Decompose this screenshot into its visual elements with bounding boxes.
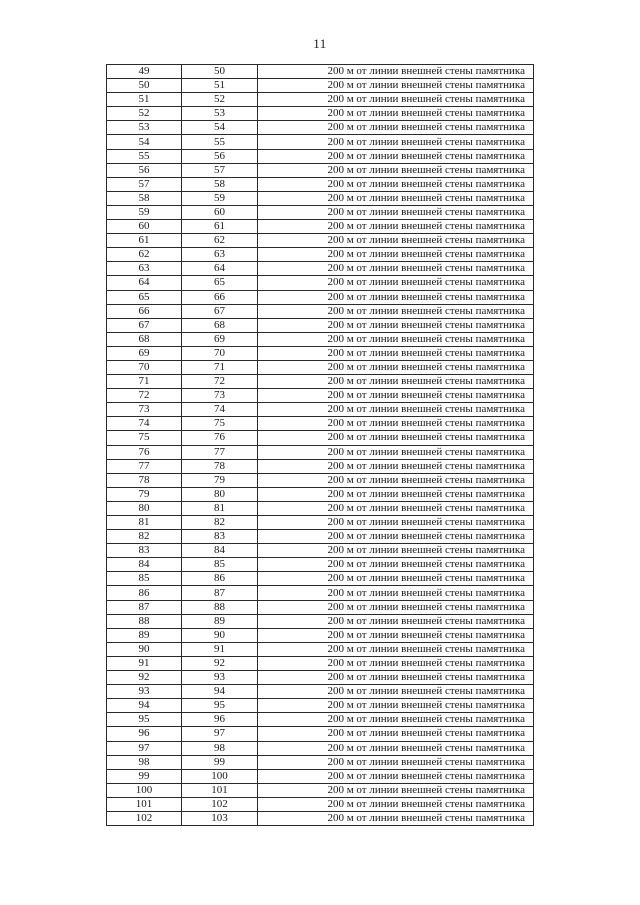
distance-description-cell: 200 м от линии внешней стены памятника [258,685,534,699]
distance-description-cell: 200 м от линии внешней стены памятника [258,544,534,558]
point-to-cell: 65 [182,276,258,290]
distance-description-cell: 200 м от линии внешней стены памятника [258,65,534,79]
table-row [107,220,534,234]
table-row [107,699,534,713]
distance-description-cell: 200 м от линии внешней стены памятника [258,727,534,741]
point-from-cell: 74 [107,417,182,431]
point-to-cell: 88 [182,600,258,614]
point-to-cell: 54 [182,121,258,135]
point-from-cell: 80 [107,501,182,515]
point-from-cell: 85 [107,572,182,586]
distance-description-cell: 200 м от линии внешней стены памятника [258,755,534,769]
distance-description-cell: 200 м от линии внешней стены памятника [258,318,534,332]
distance-description-cell: 200 м от линии внешней стены памятника [258,79,534,93]
point-to-cell: 62 [182,234,258,248]
point-to-cell: 100 [182,769,258,783]
point-to-cell: 84 [182,544,258,558]
point-from-cell: 49 [107,65,182,79]
point-from-cell: 88 [107,614,182,628]
point-to-cell: 55 [182,135,258,149]
point-from-cell: 99 [107,769,182,783]
table-row [107,79,534,93]
point-from-cell: 83 [107,544,182,558]
distance-description-cell: 200 м от линии внешней стены памятника [258,220,534,234]
distance-description-cell: 200 м от линии внешней стены памятника [258,600,534,614]
point-to-cell: 95 [182,699,258,713]
distance-description-cell: 200 м от линии внешней стены памятника [258,783,534,797]
point-from-cell: 100 [107,783,182,797]
table-row [107,234,534,248]
table-row [107,177,534,191]
distance-description-cell: 200 м от линии внешней стены памятника [258,473,534,487]
table-row [107,107,534,121]
table-row [107,501,534,515]
table-row [107,93,534,107]
distance-description-cell: 200 м от линии внешней стены памятника [258,797,534,811]
point-to-cell: 58 [182,177,258,191]
table-row [107,685,534,699]
point-to-cell: 98 [182,741,258,755]
point-from-cell: 78 [107,473,182,487]
table-row [107,642,534,656]
point-to-cell: 51 [182,79,258,93]
table-row [107,572,534,586]
distance-description-cell: 200 м от линии внешней стены памятника [258,93,534,107]
table-row [107,473,534,487]
distance-description-cell: 200 м от линии внешней стены памятника [258,530,534,544]
point-from-cell: 87 [107,600,182,614]
table-row [107,558,534,572]
point-to-cell: 73 [182,389,258,403]
table-row [107,149,534,163]
point-from-cell: 72 [107,389,182,403]
point-to-cell: 67 [182,304,258,318]
point-from-cell: 66 [107,304,182,318]
table-row [107,811,534,825]
point-to-cell: 96 [182,713,258,727]
distance-description-cell: 200 м от линии внешней стены памятника [258,586,534,600]
distance-description-cell: 200 м от линии внешней стены памятника [258,417,534,431]
point-to-cell: 76 [182,431,258,445]
point-from-cell: 84 [107,558,182,572]
distance-description-cell: 200 м от линии внешней стены памятника [258,445,534,459]
point-to-cell: 87 [182,586,258,600]
point-from-cell: 94 [107,699,182,713]
distance-description-cell: 200 м от линии внешней стены памятника [258,375,534,389]
point-from-cell: 92 [107,671,182,685]
distance-description-cell: 200 м от линии внешней стены памятника [258,487,534,501]
point-to-cell: 93 [182,671,258,685]
table-row [107,600,534,614]
point-to-cell: 90 [182,628,258,642]
distance-description-cell: 200 м от линии внешней стены памятника [258,614,534,628]
distance-description-cell: 200 м от линии внешней стены памятника [258,304,534,318]
distance-description-cell: 200 м от линии внешней стены памятника [258,121,534,135]
distance-description-cell: 200 м от линии внешней стены памятника [258,642,534,656]
table-row [107,346,534,360]
table-row [107,769,534,783]
point-from-cell: 76 [107,445,182,459]
distance-description-cell: 200 м от линии внешней стены памятника [258,248,534,262]
point-from-cell: 91 [107,656,182,670]
point-from-cell: 53 [107,121,182,135]
table-row [107,290,534,304]
distance-description-cell: 200 м от линии внешней стены памятника [258,135,534,149]
distance-description-cell: 200 м от линии внешней стены памятника [258,332,534,346]
table-row [107,727,534,741]
table-row [107,191,534,205]
point-from-cell: 77 [107,459,182,473]
point-from-cell: 71 [107,375,182,389]
table-row [107,304,534,318]
distance-description-cell: 200 м от линии внешней стены памятника [258,713,534,727]
table-row [107,262,534,276]
point-from-cell: 97 [107,741,182,755]
point-to-cell: 52 [182,93,258,107]
distance-description-cell: 200 м от линии внешней стены памятника [258,516,534,530]
point-from-cell: 57 [107,177,182,191]
point-to-cell: 89 [182,614,258,628]
point-to-cell: 103 [182,811,258,825]
point-to-cell: 82 [182,516,258,530]
point-from-cell: 65 [107,290,182,304]
table-row [107,248,534,262]
distance-description-cell: 200 м от линии внешней стены памятника [258,741,534,755]
point-to-cell: 68 [182,318,258,332]
table-row [107,516,534,530]
table-row [107,360,534,374]
point-to-cell: 83 [182,530,258,544]
table-row [107,205,534,219]
point-to-cell: 75 [182,417,258,431]
table-row [107,121,534,135]
point-to-cell: 79 [182,473,258,487]
distance-description-cell: 200 м от линии внешней стены памятника [258,346,534,360]
point-to-cell: 81 [182,501,258,515]
point-from-cell: 73 [107,403,182,417]
distance-description-cell: 200 м от линии внешней стены памятника [258,262,534,276]
point-from-cell: 89 [107,628,182,642]
point-to-cell: 60 [182,205,258,219]
point-to-cell: 71 [182,360,258,374]
point-to-cell: 101 [182,783,258,797]
point-from-cell: 75 [107,431,182,445]
point-from-cell: 95 [107,713,182,727]
table-body [107,65,534,826]
point-from-cell: 59 [107,205,182,219]
distance-description-cell: 200 м от линии внешней стены памятника [258,572,534,586]
point-to-cell: 77 [182,445,258,459]
table-row [107,783,534,797]
point-from-cell: 82 [107,530,182,544]
distance-description-cell: 200 м от линии внешней стены памятника [258,671,534,685]
point-to-cell: 92 [182,656,258,670]
distance-description-cell: 200 м от линии внешней стены памятника [258,403,534,417]
point-from-cell: 79 [107,487,182,501]
point-to-cell: 97 [182,727,258,741]
point-to-cell: 70 [182,346,258,360]
point-to-cell: 74 [182,403,258,417]
point-to-cell: 50 [182,65,258,79]
point-to-cell: 59 [182,191,258,205]
point-to-cell: 69 [182,332,258,346]
point-from-cell: 55 [107,149,182,163]
table-row [107,755,534,769]
point-from-cell: 69 [107,346,182,360]
distance-description-cell: 200 м от линии внешней стены памятника [258,628,534,642]
table-row [107,459,534,473]
point-from-cell: 54 [107,135,182,149]
distance-description-cell: 200 м от линии внешней стены памятника [258,107,534,121]
table-row [107,530,534,544]
table-row [107,713,534,727]
point-from-cell: 63 [107,262,182,276]
distance-description-cell: 200 м от линии внешней стены памятника [258,811,534,825]
page-number: 11 [313,36,327,51]
distance-description-cell: 200 м от линии внешней стены памятника [258,431,534,445]
distance-description-cell: 200 м от линии внешней стены памятника [258,360,534,374]
table-row [107,417,534,431]
point-from-cell: 61 [107,234,182,248]
point-to-cell: 80 [182,487,258,501]
point-to-cell: 94 [182,685,258,699]
distance-description-cell: 200 м от линии внешней стены памятника [258,389,534,403]
point-to-cell: 57 [182,163,258,177]
distance-description-cell: 200 м от линии внешней стены памятника [258,205,534,219]
table-row [107,403,534,417]
point-to-cell: 78 [182,459,258,473]
point-from-cell: 64 [107,276,182,290]
table-row [107,487,534,501]
table-row [107,389,534,403]
distance-description-cell: 200 м от линии внешней стены памятника [258,234,534,248]
table-row [107,375,534,389]
point-to-cell: 99 [182,755,258,769]
point-from-cell: 102 [107,811,182,825]
point-from-cell: 52 [107,107,182,121]
table-row [107,431,534,445]
table-row [107,656,534,670]
point-from-cell: 90 [107,642,182,656]
table-row [107,544,534,558]
table-row [107,628,534,642]
point-from-cell: 60 [107,220,182,234]
distance-description-cell: 200 м от линии внешней стены памятника [258,177,534,191]
table-row [107,135,534,149]
distance-description-cell: 200 м от линии внешней стены памятника [258,163,534,177]
point-to-cell: 64 [182,262,258,276]
point-from-cell: 86 [107,586,182,600]
boundary-points-table [106,64,534,826]
table-row [107,797,534,811]
point-to-cell: 102 [182,797,258,811]
point-from-cell: 67 [107,318,182,332]
table-row [107,445,534,459]
point-from-cell: 62 [107,248,182,262]
table-row [107,671,534,685]
distance-description-cell: 200 м от линии внешней стены памятника [258,699,534,713]
distance-description-cell: 200 м от линии внешней стены памятника [258,769,534,783]
point-to-cell: 91 [182,642,258,656]
table-row [107,276,534,290]
point-from-cell: 96 [107,727,182,741]
point-to-cell: 66 [182,290,258,304]
table-row [107,586,534,600]
point-from-cell: 56 [107,163,182,177]
point-to-cell: 85 [182,558,258,572]
point-from-cell: 51 [107,93,182,107]
point-from-cell: 58 [107,191,182,205]
distance-description-cell: 200 м от линии внешней стены памятника [258,656,534,670]
point-to-cell: 61 [182,220,258,234]
point-to-cell: 72 [182,375,258,389]
table-row [107,332,534,346]
point-to-cell: 53 [182,107,258,121]
table-row [107,65,534,79]
distance-description-cell: 200 м от линии внешней стены памятника [258,276,534,290]
point-from-cell: 68 [107,332,182,346]
point-from-cell: 101 [107,797,182,811]
point-from-cell: 98 [107,755,182,769]
point-from-cell: 81 [107,516,182,530]
table-row [107,614,534,628]
distance-description-cell: 200 м от линии внешней стены памятника [258,558,534,572]
point-from-cell: 50 [107,79,182,93]
point-from-cell: 93 [107,685,182,699]
point-to-cell: 63 [182,248,258,262]
distance-description-cell: 200 м от линии внешней стены памятника [258,501,534,515]
point-to-cell: 56 [182,149,258,163]
distance-description-cell: 200 м от линии внешней стены памятника [258,459,534,473]
point-to-cell: 86 [182,572,258,586]
table-row [107,741,534,755]
table-row [107,318,534,332]
table-row [107,163,534,177]
point-from-cell: 70 [107,360,182,374]
distance-description-cell: 200 м от линии внешней стены памятника [258,290,534,304]
distance-description-cell: 200 м от линии внешней стены памятника [258,149,534,163]
distance-description-cell: 200 м от линии внешней стены памятника [258,191,534,205]
